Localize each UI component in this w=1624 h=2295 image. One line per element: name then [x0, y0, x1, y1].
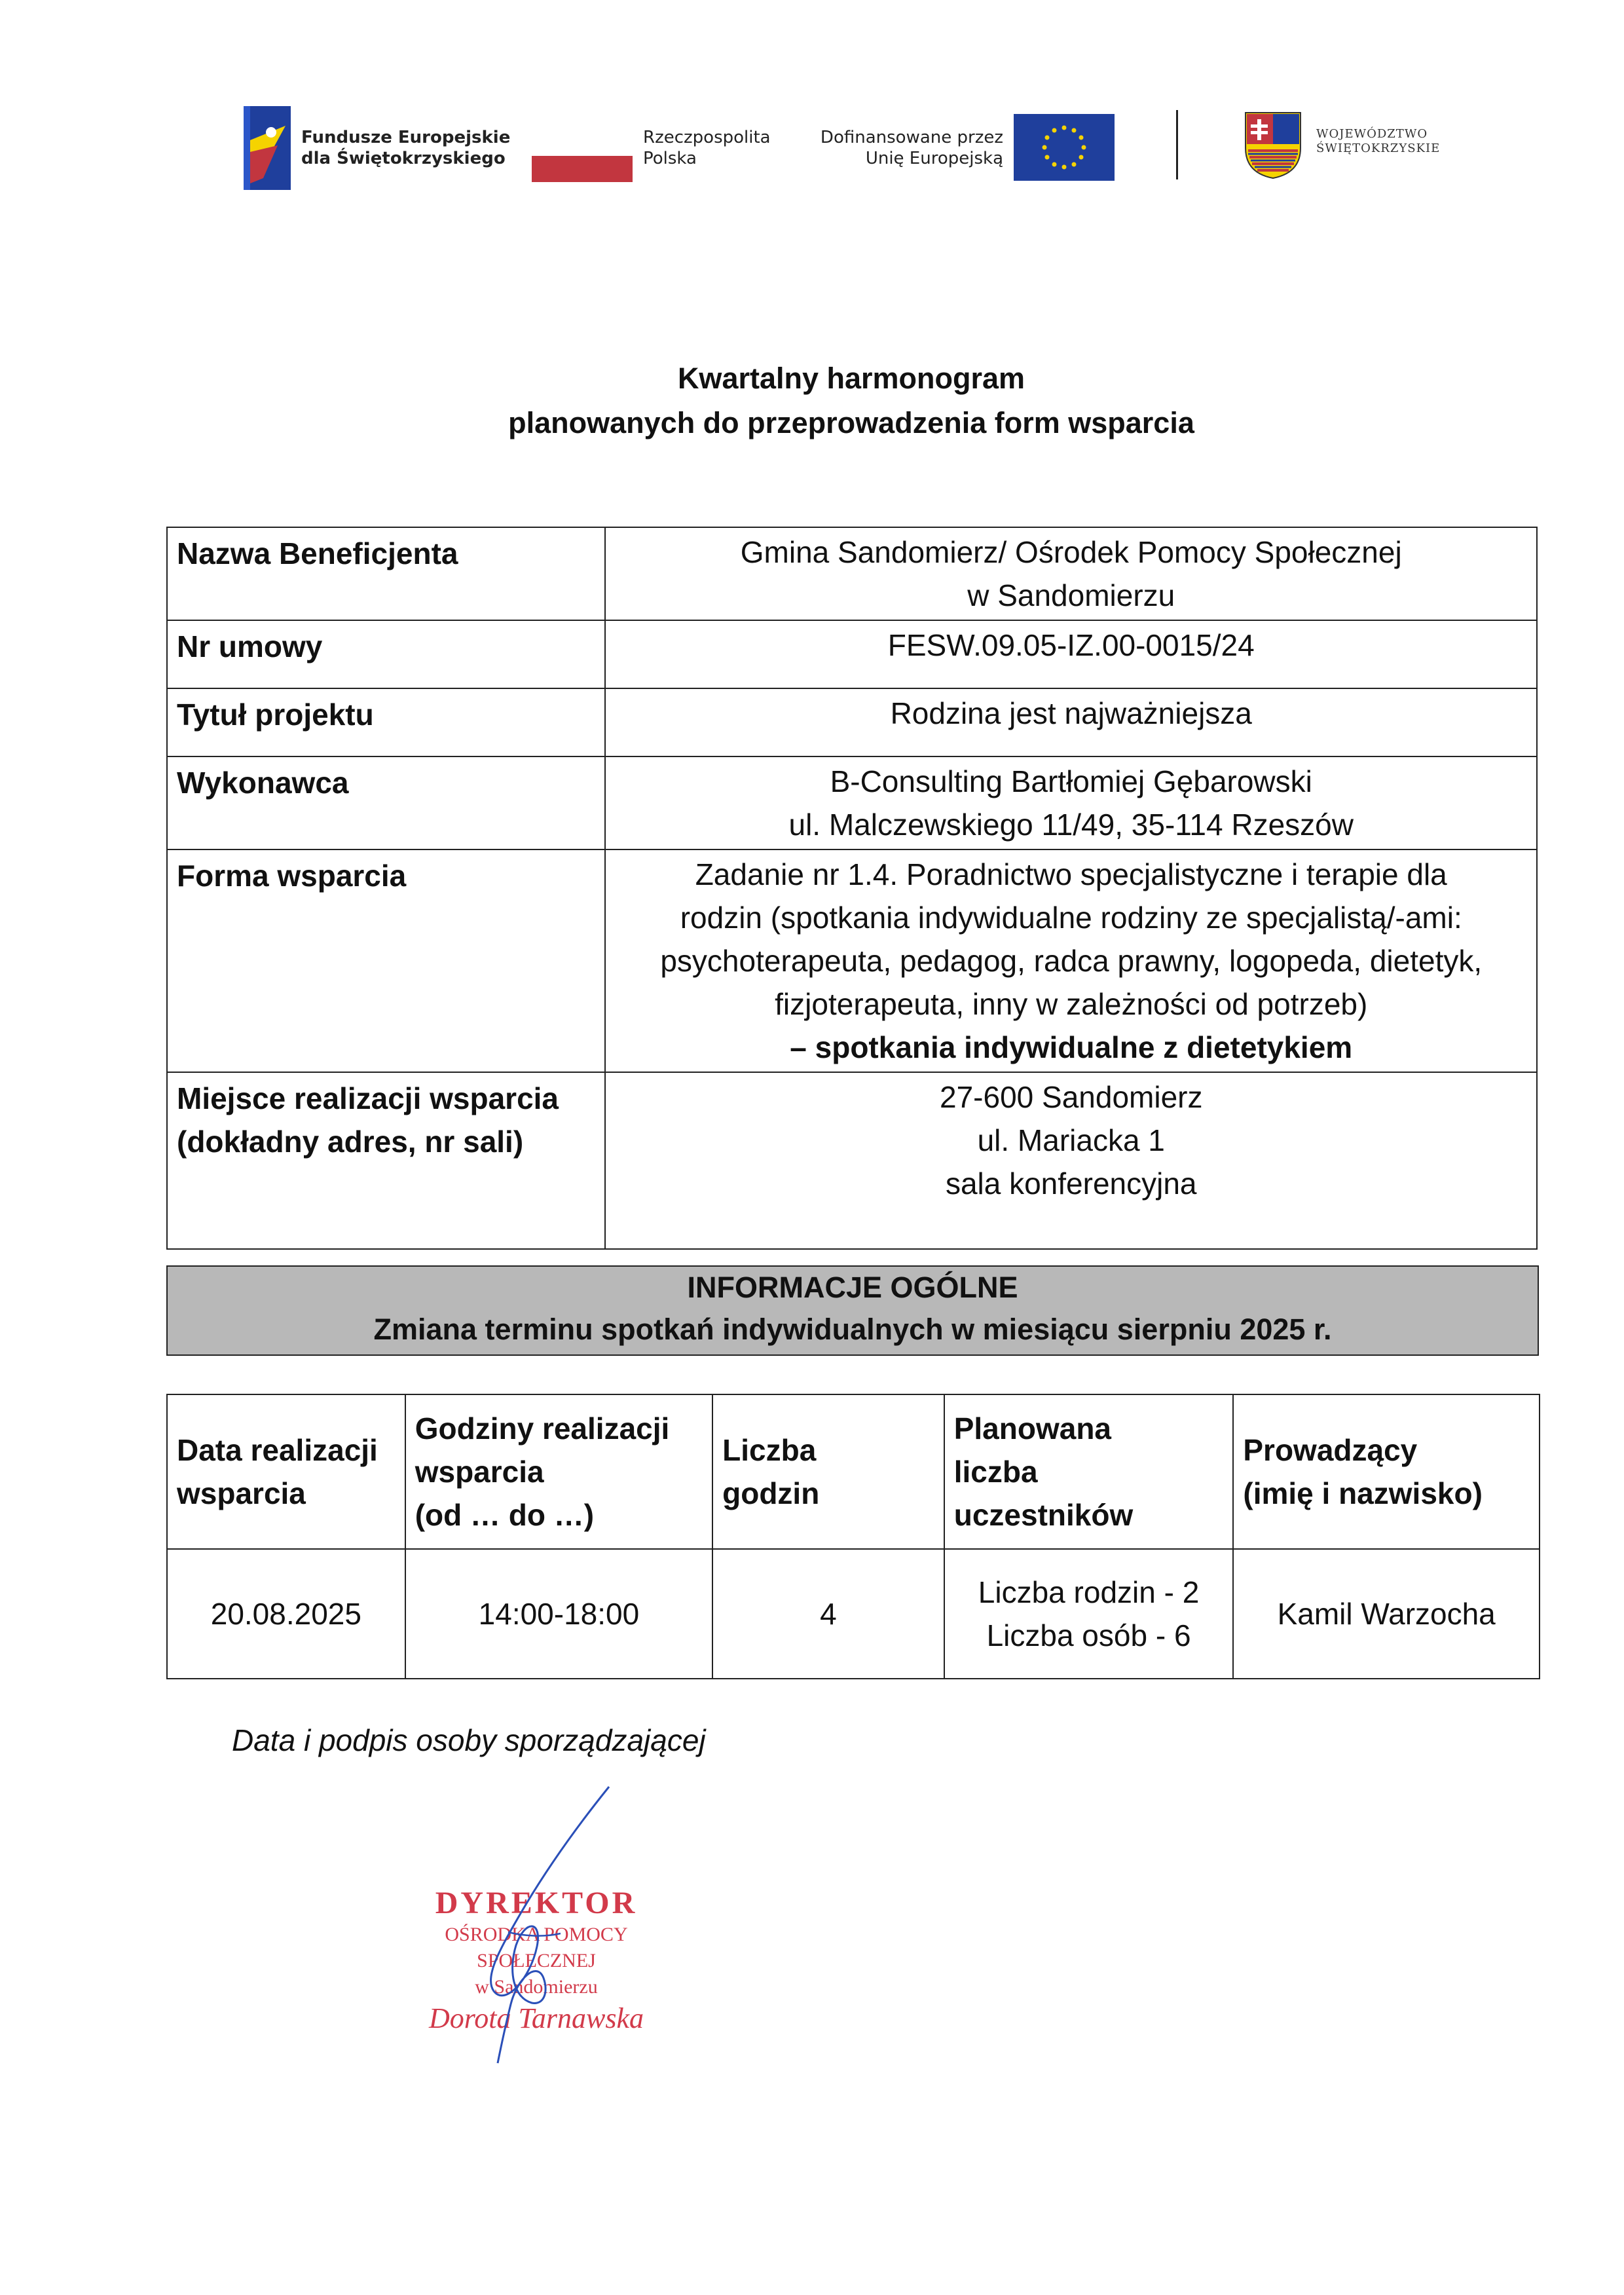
- banner-line-2: Zmiana terminu spotkań indywidualnych w miesiącu sierpniu 2025 r.: [373, 1313, 1332, 1346]
- signature-label: Data i podpis osoby sporządzającej: [232, 1723, 706, 1757]
- form-value: [605, 849, 1537, 1072]
- beneficiary-value: [605, 527, 1537, 620]
- rp-line-2: Polska: [643, 149, 697, 168]
- cell-planned-line-1: Liczba rodzin - 2: [978, 1575, 1200, 1609]
- schedule-table: [166, 1394, 1540, 1679]
- rp-logo-text: [643, 127, 771, 169]
- rp-line-1: Rzeczpospolita: [643, 128, 771, 147]
- cell-hours: 14:00-18:00: [405, 1549, 712, 1679]
- stamp-line-4: Dorota Tarnawska: [428, 2002, 644, 2034]
- header-planned: [944, 1394, 1234, 1549]
- table-header-row: [167, 1394, 1540, 1549]
- header-date-line-1: Data realizacji: [177, 1433, 378, 1467]
- table-row: [167, 620, 1537, 688]
- polish-flag: [532, 130, 633, 182]
- eu-line-1: Dofinansowane przez: [820, 128, 1003, 147]
- beneficiary-info-table: [166, 527, 1538, 1250]
- header-planned-line-3: uczestników: [953, 1498, 1134, 1532]
- header-date-line-2: wsparcia: [177, 1476, 306, 1510]
- place-label-line-1: Miejsce realizacji wsparcia: [177, 1081, 559, 1115]
- table-row: [167, 849, 1537, 1072]
- header-planned-line-1: Planowana: [953, 1411, 1112, 1446]
- beneficiary-line-2: w Sandomierzu: [967, 578, 1175, 612]
- header-date: [167, 1394, 405, 1549]
- contract-value: FESW.09.05-IZ.00-0015/24: [605, 620, 1537, 688]
- form-line-3: psychoterapeuta, pedagog, radca prawny, logopeda, dietetyk,: [660, 944, 1483, 978]
- contractor-line-1: B-Consulting Bartłomiej Gębarowski: [830, 764, 1312, 798]
- header-hours: [405, 1394, 712, 1549]
- woj-line-1: WOJEWÓDZTWO: [1316, 127, 1428, 141]
- contractor-label: Wykonawca: [167, 756, 605, 849]
- title-line-1: Kwartalny harmonogram: [677, 362, 1025, 395]
- table-row: [167, 1549, 1540, 1679]
- cell-planned-line-2: Liczba osób - 6: [986, 1618, 1191, 1652]
- place-label: [167, 1072, 605, 1249]
- place-line-2: ul. Mariacka 1: [977, 1123, 1165, 1157]
- fe-line-2: dla Świętokrzyskiego: [301, 149, 506, 168]
- stamp-line-3: w Sandomierzu: [475, 1976, 598, 1998]
- cell-date: 20.08.2025: [167, 1549, 405, 1679]
- header-count: [712, 1394, 944, 1549]
- place-value: [605, 1072, 1537, 1249]
- place-line-1: 27-600 Sandomierz: [940, 1080, 1203, 1114]
- contractor-line-2: ul. Malczewskiego 11/49, 35-114 Rzeszów: [788, 808, 1354, 842]
- header-hours-line-3: (od … do …): [415, 1498, 595, 1532]
- contractor-value: [605, 756, 1537, 849]
- form-line-4: fizjoterapeuta, inny w zależności od potrzeb): [775, 987, 1368, 1021]
- cell-count: 4: [712, 1549, 944, 1679]
- fe-logo-text: [301, 127, 510, 169]
- logo-divider: [1176, 110, 1178, 179]
- header-lead-line-2: (imię i nazwisko): [1243, 1476, 1483, 1510]
- table-row: [167, 1072, 1537, 1249]
- cell-lead: Kamil Warzocha: [1233, 1549, 1540, 1679]
- form-line-5: – spotkania indywidualne z dietetykiem: [790, 1030, 1353, 1064]
- title-line-2: planowanych do przeprowadzenia form wsparcia: [508, 406, 1194, 439]
- place-line-3: sala konferencyjna: [945, 1166, 1197, 1201]
- eu-line-2: Unię Europejską: [865, 149, 1003, 168]
- beneficiary-label: Nazwa Beneficjenta: [167, 527, 605, 620]
- cell-planned: [944, 1549, 1234, 1679]
- wojewodztwo-crest-icon: [1243, 110, 1303, 181]
- contract-label: Nr umowy: [167, 620, 605, 688]
- header-lead-line-1: Prowadzący: [1243, 1433, 1418, 1467]
- woj-logo-text: [1316, 127, 1440, 156]
- header-hours-line-1: Godziny realizacji: [415, 1411, 670, 1446]
- form-line-1: Zadanie nr 1.4. Poradnictwo specjalistyczne i terapie dla: [695, 857, 1447, 891]
- project-label: Tytuł projektu: [167, 688, 605, 756]
- table-row: [167, 688, 1537, 756]
- header-count-line-1: Liczba: [722, 1433, 817, 1467]
- header-planned-line-2: liczba: [953, 1455, 1038, 1489]
- stamp-line-2: OŚRODKA POMOCY SPOŁECZNEJ: [445, 1924, 628, 1971]
- project-value: Rodzina jest najważniejsza: [605, 688, 1537, 756]
- woj-line-2: ŚWIĘTOKRZYSKIE: [1316, 141, 1441, 155]
- header-count-line-2: godzin: [722, 1476, 820, 1510]
- fundusze-europejskie-logo: [244, 106, 291, 190]
- page-title: [0, 356, 1624, 445]
- form-line-2: rodzin (spotkania indywidualne rodziny ze specjalistą/-ami:: [680, 901, 1462, 935]
- handwritten-signature: [445, 1782, 642, 2070]
- header-lead: [1233, 1394, 1540, 1549]
- banner-line-1: INFORMACJE OGÓLNE: [687, 1271, 1018, 1304]
- beneficiary-line-1: Gmina Sandomierz/ Ośrodek Pomocy Społecznej: [740, 535, 1402, 569]
- table-row: [167, 756, 1537, 849]
- eu-logo-text: [779, 127, 1003, 169]
- table-row: [167, 527, 1537, 620]
- fe-line-1: Fundusze Europejskie: [301, 128, 511, 147]
- logo-strip: [0, 0, 1624, 196]
- header-hours-line-2: wsparcia: [415, 1455, 544, 1489]
- eu-flag-icon: [1014, 114, 1115, 181]
- stamp-line-1: DYREKTOR: [435, 1886, 638, 1920]
- general-info-banner: [166, 1265, 1539, 1356]
- place-label-line-2: (dokładny adres, nr sali): [177, 1125, 524, 1159]
- form-label: Forma wsparcia: [167, 849, 605, 1072]
